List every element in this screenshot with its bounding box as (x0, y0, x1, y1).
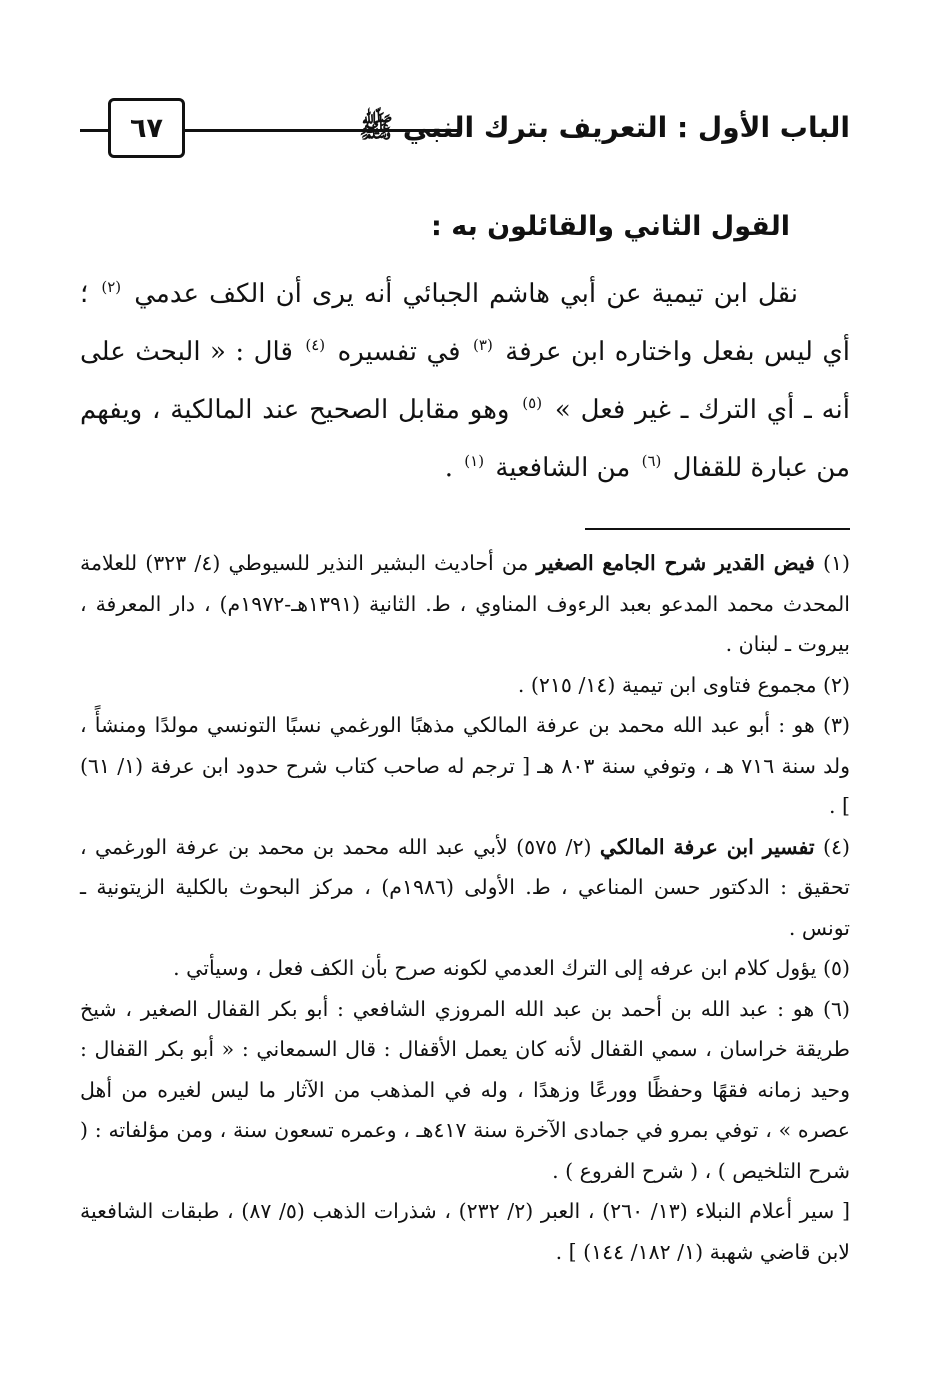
footnote (80, 989, 850, 1192)
footnote-separator (585, 528, 850, 530)
footnote-text: يؤول كلام ابن عرفه إلى الترك العدمي لكونه صرح بأن الكف فعل ، وسيأتي . (173, 956, 817, 980)
footnote-ref: (١) (464, 452, 485, 471)
footnote-ref: (٦) (641, 452, 662, 471)
main-text-segment: في تفسيره (337, 337, 461, 367)
page-number: ٦٧ (108, 98, 185, 158)
footnote-text: مجموع فتاوى ابن تيمية (١٤/ ٢١٥) . (517, 672, 817, 697)
section-heading: القول الثاني والقائلون به : (431, 211, 790, 242)
footnote (80, 705, 850, 827)
footnote (80, 948, 850, 989)
main-text-segment: نقل ابن تيمية عن أبي هاشم الجبائي أنه يرى أن الكف عدمي (134, 279, 799, 309)
footnote-label: (٤) (822, 834, 850, 859)
footnote-ref: (٥) (522, 394, 543, 413)
header-rule-end (80, 129, 108, 132)
footnote-text: هو : عبد الله بن أحمد بن عبد الله المروزي الشافعي : أبو بكر القفال الصغير ، شيخ طريقة خراسان ، سمي القفال لأنه كان يعمل الأقفال : قال السمعاني : « أبو بكر القفال : وحيد زمانه فقهًا وحفظًا وورعًا وزهدًا ، وله في المذهب من الآثار ما ليس لغيره من أهل عصره » ، توفي بمرو في جمادى الآخرة سنة ٤١٧هـ ، وعمره تسعون سنة ، ومن مؤلفاته : ( شرح التلخيص ) ، ( شرح الفروع ) . (80, 996, 850, 1183)
footnote-book-title: فيض القدير شرح الجامع الصغير (536, 551, 815, 575)
footnote-ref: (٤) (305, 336, 326, 355)
footnote-label: (٣) (822, 713, 850, 737)
footnote-book-title: تفسير ابن عرفة المالكي (599, 834, 815, 859)
footnote (80, 827, 850, 949)
footnote-label: (٢) (822, 672, 850, 697)
footnote (80, 543, 850, 665)
footnote-text: (٢/ ٥٧٥) لأبي عبد الله محمد بن محمد بن عرفة الورغمي ، تحقيق : الدكتور حسن المناعي ، ط. الأولى (١٩٨٦م) ، مركز البحوث بالكلية الزيتونية ـ تونس . (80, 834, 850, 940)
footnote-text: من أحاديث البشير النذير للسيوطي (٤/ ٣٢٣) للعلامة المحدث محمد المدعو بعبد الرءوف المناوي ، ط. الثانية (١٣٩١هـ-١٩٧٢م) ، دار المعرفة ، بيروت ـ لبنان . (80, 551, 850, 656)
footnote-ref: (٢) (101, 278, 122, 297)
footnote-ref: (٣) (473, 336, 493, 355)
main-text-segment: قال : « البحث على أنه ـ أي الترك ـ غير فعل » (80, 337, 850, 425)
main-text-segment: ؛ أي ليس بفعل واختاره ابن عرفة (80, 279, 850, 367)
main-text-segment: من الشافعية (495, 453, 631, 483)
main-paragraph (80, 265, 850, 497)
page-header (80, 98, 850, 160)
footnote-label: (٦) (822, 996, 850, 1021)
footnotes (80, 543, 850, 1272)
footnote-sources (80, 1191, 850, 1272)
main-text-segment: وهو مقابل الصحيح عند المالكية ، ويفهم من عبارة للقفال (80, 395, 850, 483)
footnote-text: [ سير أعلام النبلاء (١٣/ ٢٦٠) ، العبر (٢/ ٢٣٢) ، شذرات الذهب (٥/ ٨٧) ، طبقات الشافعية لابن قاضي شهبة (١/ ١٨٢/ ١٤٤) ] . (80, 1199, 850, 1264)
chapter-title: الباب الأول : التعريف بترك النبي ﷺ (359, 111, 850, 144)
footnote-label: (١) (822, 551, 850, 575)
footnote (80, 665, 850, 706)
header-rule (185, 129, 458, 132)
main-text-segment: . (444, 453, 453, 483)
footnote-text: هو : أبو عبد الله محمد بن عرفة المالكي مذهبًا الورغمي نسبًا التونسي مولدًا ومنشأً ، ولد سنة ٧١٦ هـ ، وتوفي سنة ٨٠٣ هـ [ ترجم له صاحب كتاب شرح حدود ابن عرفة (١/ ٦١) ] . (80, 713, 851, 818)
footnote-label: (٥) (822, 956, 850, 980)
